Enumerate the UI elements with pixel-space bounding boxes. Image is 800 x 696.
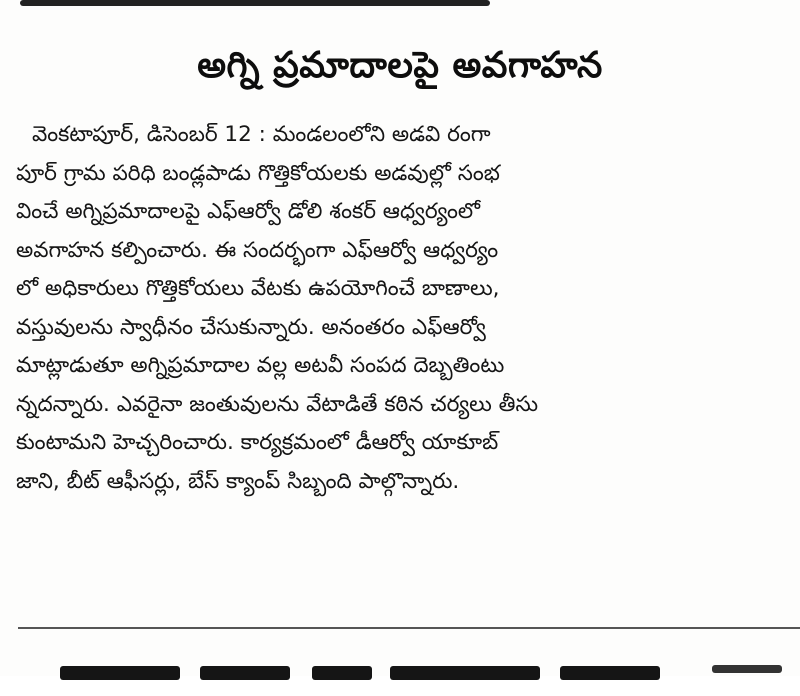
article-line: వించే అగ్నిప్రమాదాలపై ఎఫ్ఆర్వో డోలి శంకర్ ఆధ్వర్యంలో — [16, 199, 480, 224]
article-line: మాట్లాడుతూ అగ్నిప్రమాదాల వల్ల అటవీ సంపద దెబ్బతింటు — [16, 353, 505, 378]
article-line: జాని, బీట్ ఆఫీసర్లు, బేస్ క్యాంప్ సిబ్బంది పాల్గొన్నారు. — [16, 468, 460, 494]
article-headline: అగ్ని ప్రమాదాలపై అవగాహన — [197, 45, 603, 86]
cut-line-smudge — [20, 0, 490, 6]
article-line: అవగాహన కల్పించారు. ఈ సందర్భంగా ఎఫ్ఆర్వో ఆధ్వర్యం — [16, 237, 499, 263]
cropped-glyphs — [712, 665, 782, 673]
article-line: కుంటామని హెచ్చరించారు. కార్యక్రమంలో డీఆర్వో యాకూబ్ — [16, 430, 499, 455]
cropped-glyphs — [200, 666, 290, 680]
article-line: న్నదన్నారు. ఎవరైనా జంతువులను వేటాడితే కఠిన చర్యలు తీసు — [16, 391, 539, 417]
next-article-headline-cropped — [30, 656, 690, 696]
article-line: పూర్ గ్రామ పరిధి బండ్లపాడు గొత్తికోయలకు అడవుల్లో సంభ — [16, 160, 500, 186]
adjacent-column-cropped — [712, 658, 782, 678]
previous-article-cut-line — [0, 0, 800, 10]
article-line: లో అధికారులు గొత్తికోయలు వేటకు ఉపయోగించే బాణాలు, — [16, 276, 500, 301]
article-line: వస్తువులను స్వాధీనం చేసుకున్నారు. అనంతరం ఎఫ్ఆర్వో — [16, 314, 486, 340]
cropped-glyphs — [560, 666, 660, 680]
article-line: వెంకటాపూర్, డిసెంబర్ 12 : మండలంలోని అడవి రంగా — [32, 122, 491, 147]
column-separator — [18, 627, 800, 629]
cropped-glyphs — [390, 666, 540, 680]
cropped-glyphs — [60, 666, 180, 680]
article-body — [16, 116, 786, 501]
cropped-glyphs — [312, 666, 372, 680]
